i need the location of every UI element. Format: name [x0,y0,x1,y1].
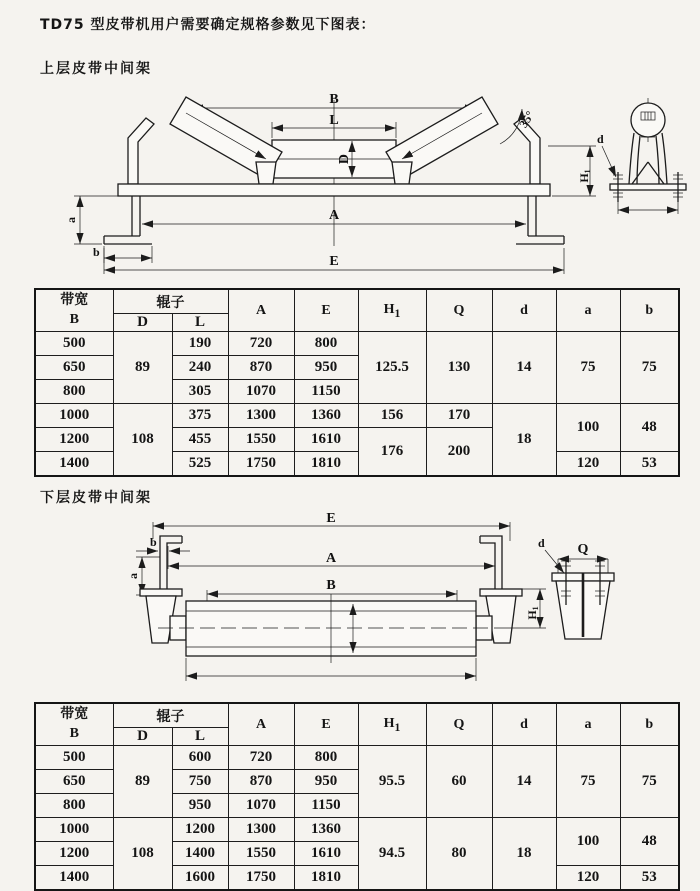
base-plate [610,184,686,190]
dim-label-b: b [150,535,157,549]
table-cell: 1810 [294,452,358,477]
table-cell: 1550 [228,428,294,452]
table-cell: 1300 [228,404,294,428]
upper-frame-table [34,288,680,477]
table-cell: 200 [426,428,492,477]
header-roller: 辊子 [113,703,228,728]
table-cell: 750 [172,770,228,794]
table-cell: 600 [172,746,228,770]
lower-frame-table [34,702,680,891]
dim-label-H1: H1 [577,169,592,183]
dim-label-b: b [93,245,100,259]
header-b: b [620,289,679,332]
header-bandwidth-B: 带宽 B [35,289,113,332]
table-cell: 720 [228,332,294,356]
table-cell: 14 [492,746,556,818]
frame-rail [118,184,550,196]
dim-label-A: A [328,208,340,223]
dim-label-B: B [329,92,339,107]
table-cell: 1000 [35,818,113,842]
table-cell: 53 [620,866,679,891]
table-cell: 650 [35,356,113,380]
table-cell: 1360 [294,818,358,842]
page-title: TD75 型皮带机用户需要确定规格参数见下图表： [40,17,376,33]
table-cell: 89 [113,332,172,404]
table-cell: 800 [294,332,358,356]
table-cell: 800 [294,746,358,770]
table-cell: 170 [426,404,492,428]
table-cell: 500 [35,332,113,356]
table-cell: 95.5 [358,746,426,818]
table-cell: 1200 [35,428,113,452]
table-cell: 1200 [172,818,228,842]
header-D: D [113,314,172,332]
table-cell: 108 [113,404,172,477]
table-cell: 1360 [294,404,358,428]
header-E: E [294,289,358,332]
table-cell: 108 [113,818,172,891]
table-cell: 1300 [228,818,294,842]
table-cell: 500 [35,746,113,770]
table-cell: 1600 [172,866,228,891]
section-title-lower: 下层皮带中间架 [40,490,152,506]
table-cell: 130 [426,332,492,404]
header-H1: $H_1$ [358,289,426,332]
table-cell: 18 [492,404,556,477]
left-bracket-plate [140,589,182,596]
header-b: b [620,703,679,746]
table-cell: 950 [294,770,358,794]
header-H1: $H_1$ [358,703,426,746]
front-view [64,92,596,274]
table-cell: 176 [358,428,426,477]
table-cell: 1000 [35,404,113,428]
dim-label-a: a [126,573,140,579]
table-cell: 455 [172,428,228,452]
angle-label: 35° [516,108,537,131]
header-d: d [492,289,556,332]
table-row [35,332,679,356]
table-cell: 120 [556,452,620,477]
table-cell: 1610 [294,842,358,866]
table-cell: 120 [556,866,620,891]
table-cell: 80 [426,818,492,891]
table-cell: 53 [620,452,679,477]
table-cell: 1610 [294,428,358,452]
dim-label-L: L [329,113,339,128]
table-cell: 1150 [294,794,358,818]
table-cell: 48 [620,404,679,452]
dim-label-E: E [329,254,339,269]
header-D: D [113,728,172,746]
left-outer-bracket [128,118,154,184]
table-cell: 1070 [228,794,294,818]
table-cell: 870 [228,770,294,794]
table-cell: 375 [172,404,228,428]
table-cell: 100 [556,818,620,866]
table-cell: 1400 [172,842,228,866]
header-Q: Q [426,703,492,746]
dim-label-D: D [337,153,352,165]
table-cell: 94.5 [358,818,426,891]
document-page [0,14,700,885]
side-view [538,536,614,639]
table-cell: 1550 [228,842,294,866]
table-cell: 75 [620,332,679,404]
front-view [126,511,546,681]
table-cell: 525 [172,452,228,477]
table-cell: 75 [556,746,620,818]
table-cell: 870 [228,356,294,380]
dim-label-Q: Q [577,542,589,557]
table-cell: 1400 [35,866,113,891]
table-cell: 75 [620,746,679,818]
header-d: d [492,703,556,746]
header-Q: Q [426,289,492,332]
header-L: L [172,728,228,746]
table-cell: 720 [228,746,294,770]
table-cell: 950 [172,794,228,818]
section-title-upper: 上层皮带中间架 [40,61,152,77]
table-cell: 1400 [35,452,113,477]
lower-frame-diagram [0,511,700,696]
side-view [597,98,686,214]
table-cell: 100 [556,404,620,452]
header-E: E [294,703,358,746]
table-row [35,746,679,770]
upper-frame-diagram [0,82,700,282]
table-header-row [35,703,679,728]
table-cell: 800 [35,794,113,818]
table-cell: 1070 [228,380,294,404]
table-cell: 48 [620,818,679,866]
header-a: a [556,289,620,332]
table-cell: 1200 [35,842,113,866]
dim-label-a: a [64,217,78,223]
table-header-row [35,289,679,314]
table-cell: 14 [492,332,556,404]
table-cell: 1810 [294,866,358,891]
table-row [35,404,679,428]
table-cell: 1750 [228,452,294,477]
dim-label-d: d [538,536,545,550]
header-L: L [172,314,228,332]
dim-label-H1: H1 [525,606,540,620]
dim-label-A: A [325,551,337,566]
table-cell: 800 [35,380,113,404]
dim-label-d: d [597,132,604,146]
header-roller: 辊子 [113,289,228,314]
table-cell: 1750 [228,866,294,891]
header-A: A [228,703,294,746]
header-bandwidth-B: 带宽 B [35,703,113,746]
right-bracket-plate [480,589,522,596]
table-cell: 156 [358,404,426,428]
table-cell: 75 [556,332,620,404]
table-cell: 89 [113,746,172,818]
table-cell: 190 [172,332,228,356]
header-a: a [556,703,620,746]
table-cell: 125.5 [358,332,426,404]
header-A: A [228,289,294,332]
table-cell: 1150 [294,380,358,404]
dim-label-B: B [326,578,336,593]
table-cell: 305 [172,380,228,404]
table-cell: 650 [35,770,113,794]
table-cell: 950 [294,356,358,380]
dim-label-E: E [326,511,336,526]
table-cell: 60 [426,746,492,818]
table-cell: 18 [492,818,556,891]
table-row [35,818,679,842]
table-cell: 240 [172,356,228,380]
